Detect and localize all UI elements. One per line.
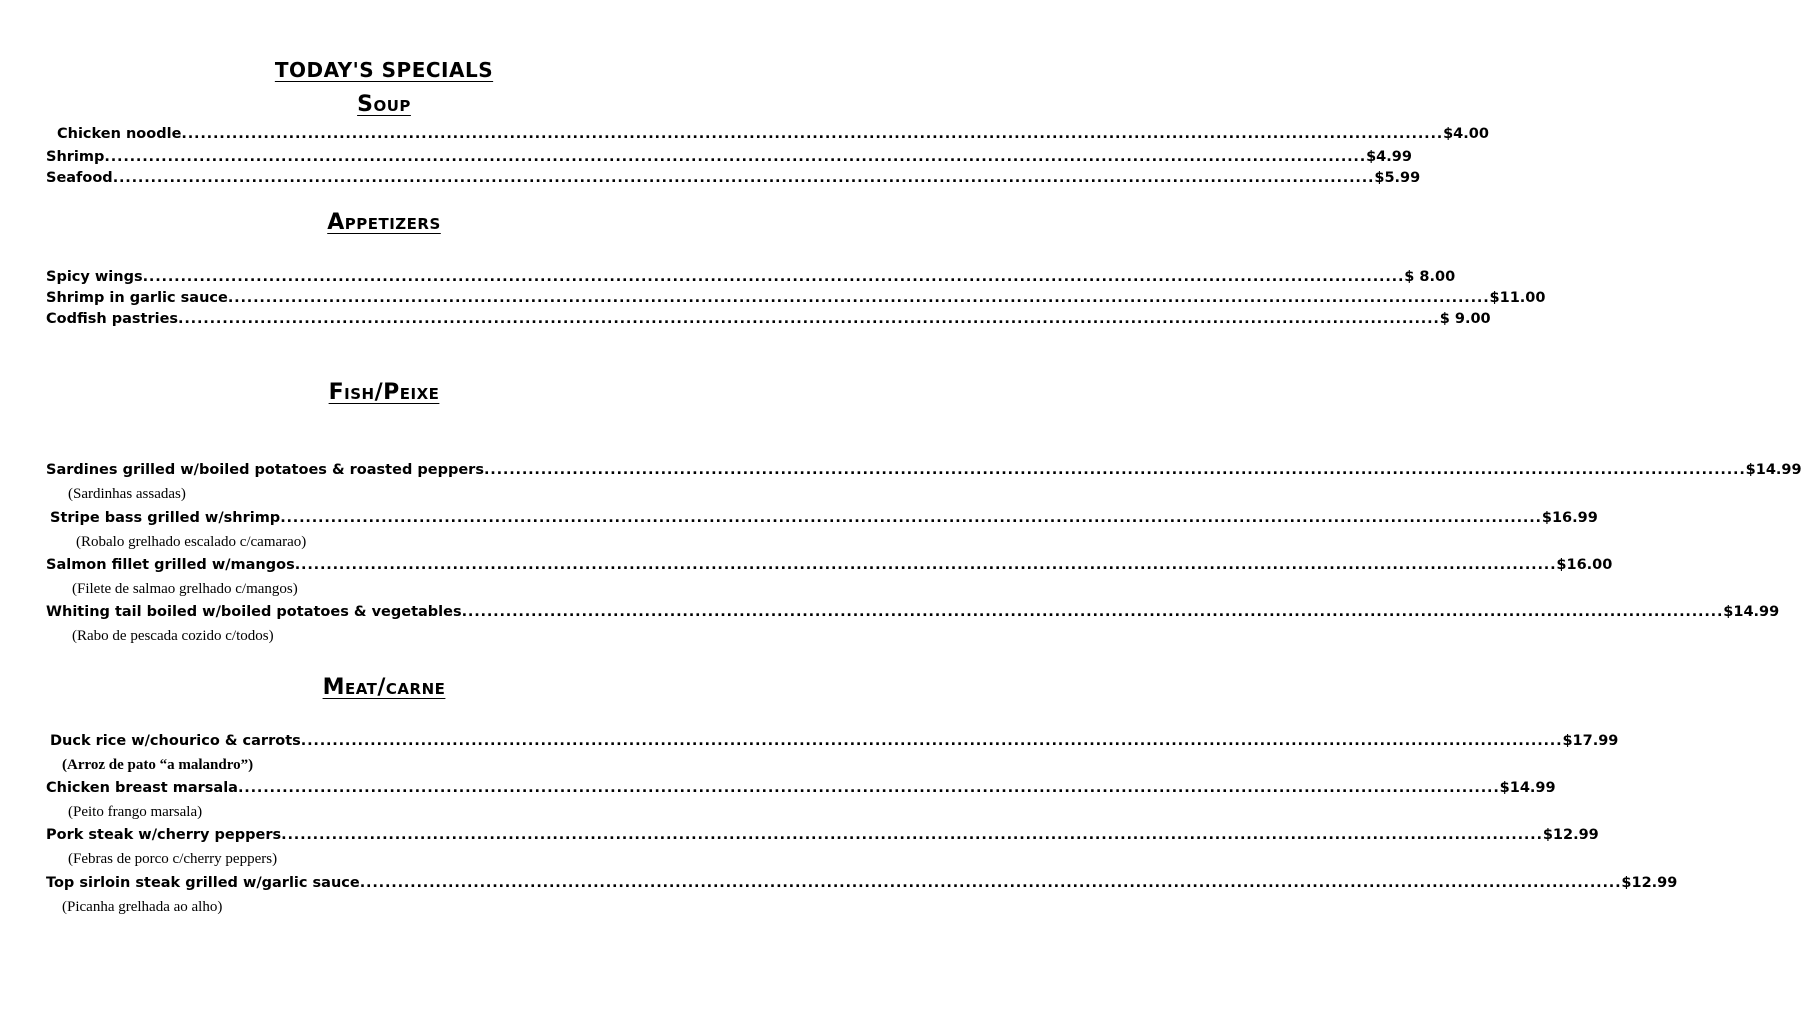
item-price: $ 9.00	[1439, 311, 1491, 327]
menu-item	[50, 733, 1619, 753]
dot-leader: ........................................................................................................................................................................................................	[227, 290, 1490, 306]
item-translation: (Peito frango marsala)	[68, 804, 203, 820]
menu-item	[46, 311, 1491, 331]
menu-item	[46, 780, 1556, 800]
section-heading-fish: Fish/Peixe	[328, 380, 440, 405]
dot-leader: ........................................................................................................................................................................................................	[281, 827, 1543, 843]
item-name: Spicy wings	[46, 269, 143, 285]
menu-item	[46, 269, 1456, 289]
item-name: Top sirloin steak grilled w/garlic sauce	[46, 875, 360, 891]
item-price: $17.99	[1562, 733, 1619, 749]
item-name: Shrimp	[46, 149, 105, 165]
item-name: Chicken breast marsala	[46, 780, 238, 796]
section-heading-soup: Soup	[357, 92, 411, 117]
dot-leader: ........................................................................................................................................................................................................	[181, 126, 1444, 142]
item-name: Codfish pastries	[46, 311, 179, 327]
page-title: TODAY'S SPECIALS	[274, 58, 494, 82]
dot-leader: ........................................................................................................................................................................................................	[178, 311, 1440, 327]
dot-leader: ........................................................................................................................................................................................................	[294, 557, 1557, 573]
item-price: $14.99	[1723, 604, 1780, 620]
item-translation: (Sardinhas assadas)	[68, 486, 186, 502]
item-price: $16.00	[1556, 557, 1613, 573]
menu-item	[46, 149, 1412, 169]
item-translation: (Febras de porco c/cherry peppers)	[68, 851, 278, 867]
menu-item	[46, 827, 1599, 847]
item-name: Pork steak w/cherry peppers	[46, 827, 282, 843]
item-name: Whiting tail boiled w/boiled potatoes & vegetables	[46, 604, 462, 620]
item-price: $14.99	[1745, 462, 1802, 478]
section-heading-appetizers: Appetizers	[327, 210, 441, 235]
item-price: $12.99	[1621, 875, 1678, 891]
menu-item	[46, 462, 1802, 482]
menu-item	[50, 510, 1598, 530]
item-translation: (Filete de salmao grelhado c/mangos)	[72, 581, 298, 597]
item-translation: (Picanha grelhada ao alho)	[62, 899, 223, 915]
dot-leader: ........................................................................................................................................................................................................	[300, 733, 1563, 749]
item-name: Seafood	[46, 170, 113, 186]
dot-leader: ........................................................................................................................................................................................................	[104, 149, 1367, 165]
dot-leader: ........................................................................................................................................................................................................	[237, 780, 1500, 796]
dot-leader: ........................................................................................................................................................................................................	[280, 510, 1542, 526]
item-name: Sardines grilled w/boiled potatoes & roasted peppers	[46, 462, 484, 478]
menu-item	[46, 875, 1678, 895]
item-name: Salmon fillet grilled w/mangos	[46, 557, 295, 573]
item-price: $ 8.00	[1404, 269, 1456, 285]
item-price: $11.00	[1489, 290, 1546, 306]
item-name: Duck rice w/chourico & carrots	[50, 733, 301, 749]
item-name: Chicken noodle	[57, 126, 182, 142]
menu-item	[57, 126, 1489, 146]
item-translation: (Robalo grelhado escalado c/camarao)	[76, 534, 307, 550]
dot-leader: ........................................................................................................................................................................................................	[359, 875, 1622, 891]
dot-leader: ........................................................................................................................................................................................................	[483, 462, 1746, 478]
item-price: $4.99	[1366, 149, 1412, 165]
item-translation: (Arroz de pato “a malandro”)	[62, 757, 254, 773]
item-price: $16.99	[1541, 510, 1598, 526]
item-price: $14.99	[1499, 780, 1556, 796]
dot-leader: ........................................................................................................................................................................................................	[461, 604, 1724, 620]
item-price: $12.99	[1542, 827, 1599, 843]
menu-item	[46, 604, 1780, 624]
item-price: $4.00	[1443, 126, 1489, 142]
section-heading-meat: Meat/carne	[322, 675, 446, 700]
item-name: Stripe bass grilled w/shrimp	[50, 510, 281, 526]
item-name: Shrimp in garlic sauce	[46, 290, 228, 306]
dot-leader: ........................................................................................................................................................................................................	[112, 170, 1375, 186]
menu-item	[46, 557, 1613, 577]
dot-leader: ........................................................................................................................................................................................................	[142, 269, 1405, 285]
menu-item	[46, 290, 1546, 310]
item-translation: (Rabo de pescada cozido c/todos)	[72, 628, 274, 644]
menu-item	[46, 170, 1421, 190]
item-price: $5.99	[1374, 170, 1421, 186]
